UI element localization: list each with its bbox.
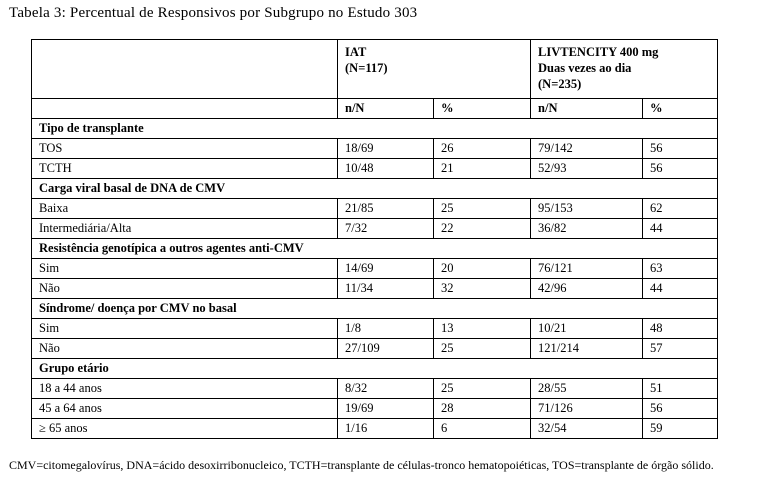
iat-nN-cell: 8/32 bbox=[338, 379, 434, 399]
section-title: Síndrome/ doença por CMV no basal bbox=[32, 299, 718, 319]
liv-nN-cell: 121/214 bbox=[531, 339, 643, 359]
results-table bbox=[31, 39, 718, 439]
liv-nN-cell: 36/82 bbox=[531, 219, 643, 239]
row-label: Baixa bbox=[32, 199, 338, 219]
liv-pct-cell: 57 bbox=[643, 339, 718, 359]
liv-pct-cell: 44 bbox=[643, 219, 718, 239]
section-row bbox=[32, 299, 718, 319]
liv-pct-cell: 51 bbox=[643, 379, 718, 399]
section-title: Carga viral basal de DNA de CMV bbox=[32, 179, 718, 199]
iat-nN-cell: 10/48 bbox=[338, 159, 434, 179]
table-title: Tabela 3: Percentual de Responsivos por Subgrupo no Estudo 303 bbox=[9, 5, 418, 21]
row-label: Não bbox=[32, 339, 338, 359]
iat-pct-cell: 25 bbox=[434, 379, 531, 399]
row-label: Sim bbox=[32, 319, 338, 339]
liv-nN-cell: 32/54 bbox=[531, 419, 643, 439]
iat-pct-cell: 20 bbox=[434, 259, 531, 279]
row-label: TOS bbox=[32, 139, 338, 159]
livtencity-group-dose: Duas vezes ao dia bbox=[538, 61, 632, 75]
subheader-iat-nN: n/N bbox=[338, 99, 434, 119]
footnote: CMV=citomegalovírus, DNA=ácido desoxirribonucleico, TCTH=transplante de células-tronco hematopoiéticas, TOS=transplante de órgão sólido. bbox=[9, 458, 714, 472]
subheader-row bbox=[32, 99, 718, 119]
iat-pct-cell: 21 bbox=[434, 159, 531, 179]
liv-pct-cell: 62 bbox=[643, 199, 718, 219]
liv-nN-cell: 52/93 bbox=[531, 159, 643, 179]
table-row bbox=[32, 339, 718, 359]
row-label: Não bbox=[32, 279, 338, 299]
section-title: Grupo etário bbox=[32, 359, 718, 379]
liv-nN-cell: 42/96 bbox=[531, 279, 643, 299]
table-row bbox=[32, 419, 718, 439]
livtencity-group-name: LIVTENCITY 400 mg bbox=[538, 45, 659, 59]
iat-nN-cell: 21/85 bbox=[338, 199, 434, 219]
livtencity-group-count: (N=235) bbox=[538, 77, 582, 91]
iat-nN-cell: 1/16 bbox=[338, 419, 434, 439]
liv-nN-cell: 95/153 bbox=[531, 199, 643, 219]
section-title: Tipo de transplante bbox=[32, 119, 718, 139]
iat-nN-cell: 14/69 bbox=[338, 259, 434, 279]
liv-pct-cell: 44 bbox=[643, 279, 718, 299]
subheader-empty-cell bbox=[32, 99, 338, 119]
liv-nN-cell: 76/121 bbox=[531, 259, 643, 279]
iat-nN-cell: 7/32 bbox=[338, 219, 434, 239]
liv-nN-cell: 28/55 bbox=[531, 379, 643, 399]
subheader-iat-pct: % bbox=[434, 99, 531, 119]
table-row bbox=[32, 199, 718, 219]
iat-pct-cell: 32 bbox=[434, 279, 531, 299]
iat-nN-cell: 19/69 bbox=[338, 399, 434, 419]
iat-nN-cell: 27/109 bbox=[338, 339, 434, 359]
section-row bbox=[32, 119, 718, 139]
row-label: ≥ 65 anos bbox=[32, 419, 338, 439]
liv-nN-cell: 79/142 bbox=[531, 139, 643, 159]
iat-pct-cell: 13 bbox=[434, 319, 531, 339]
header-empty-cell bbox=[32, 40, 338, 99]
liv-pct-cell: 63 bbox=[643, 259, 718, 279]
iat-group-count: (N=117) bbox=[345, 61, 388, 75]
table-row bbox=[32, 399, 718, 419]
iat-group-name: IAT bbox=[345, 45, 367, 59]
table-row bbox=[32, 319, 718, 339]
section-row bbox=[32, 179, 718, 199]
table-row bbox=[32, 379, 718, 399]
row-label: 45 a 64 anos bbox=[32, 399, 338, 419]
table-row bbox=[32, 219, 718, 239]
table-row bbox=[32, 279, 718, 299]
subheader-liv-pct: % bbox=[643, 99, 718, 119]
liv-nN-cell: 71/126 bbox=[531, 399, 643, 419]
iat-pct-cell: 6 bbox=[434, 419, 531, 439]
iat-nN-cell: 18/69 bbox=[338, 139, 434, 159]
group-header-row bbox=[32, 40, 718, 99]
iat-nN-cell: 1/8 bbox=[338, 319, 434, 339]
livtencity-group-header bbox=[531, 40, 718, 99]
iat-pct-cell: 25 bbox=[434, 339, 531, 359]
liv-pct-cell: 48 bbox=[643, 319, 718, 339]
subheader-liv-nN: n/N bbox=[531, 99, 643, 119]
row-label: 18 a 44 anos bbox=[32, 379, 338, 399]
section-row bbox=[32, 359, 718, 379]
liv-nN-cell: 10/21 bbox=[531, 319, 643, 339]
section-row bbox=[32, 239, 718, 259]
table-row bbox=[32, 159, 718, 179]
row-label: Sim bbox=[32, 259, 338, 279]
liv-pct-cell: 56 bbox=[643, 159, 718, 179]
liv-pct-cell: 56 bbox=[643, 139, 718, 159]
iat-pct-cell: 25 bbox=[434, 199, 531, 219]
iat-pct-cell: 26 bbox=[434, 139, 531, 159]
iat-nN-cell: 11/34 bbox=[338, 279, 434, 299]
row-label: TCTH bbox=[32, 159, 338, 179]
table-row bbox=[32, 139, 718, 159]
iat-group-header bbox=[338, 40, 531, 99]
row-label: Intermediária/Alta bbox=[32, 219, 338, 239]
iat-pct-cell: 28 bbox=[434, 399, 531, 419]
liv-pct-cell: 59 bbox=[643, 419, 718, 439]
liv-pct-cell: 56 bbox=[643, 399, 718, 419]
section-title: Resistência genotípica a outros agentes anti-CMV bbox=[32, 239, 718, 259]
iat-pct-cell: 22 bbox=[434, 219, 531, 239]
table-row bbox=[32, 259, 718, 279]
